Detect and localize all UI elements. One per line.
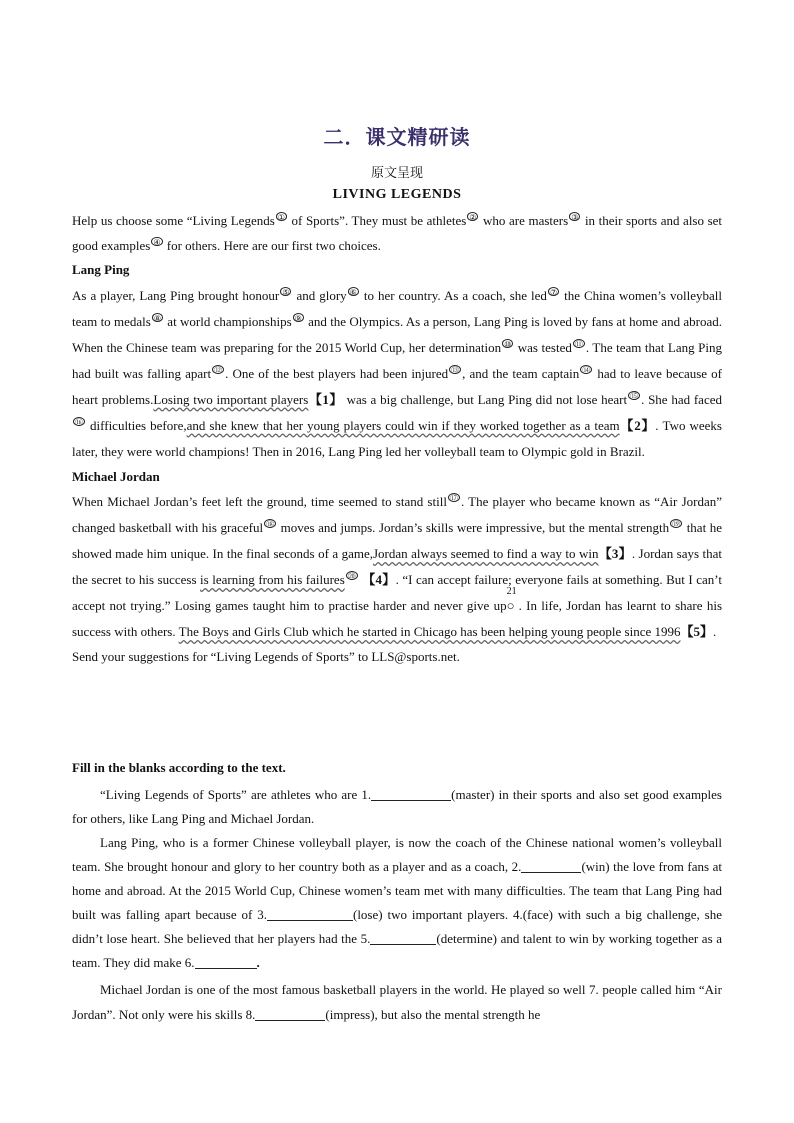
marker: ⑦ [549,287,558,297]
underlined-sentence-5: The Boys and Girls Club which he started in Chicago has been helping young people since 1996 [178,624,681,639]
intro-paragraph: Help us choose some “Living Legends ① of Sports”. They must be athletes ② who are masters ③ in their sports and also set good examples ④ for others. Here are our first two choices. [72,213,723,253]
passage-heading: LIVING LEGENDS [332,187,462,202]
section-title: 二．课文精研读 [323,125,471,149]
marker: ⑪ [574,339,583,349]
answer-blank-5[interactable] [370,931,436,945]
underlined-sentence-1: Losing two important players [153,391,309,407]
marker: ⑳ [347,572,356,581]
closing-line: Send your suggestions for “Living Legends of Sports” to LLS@sports.net. [72,649,460,664]
marker: ⑧ [153,313,161,323]
marker: ④ [153,237,161,247]
subtitle: 原文呈现 [370,166,423,181]
blank-3: 【3】 [598,546,632,561]
marker-21: 21 ○ [506,586,517,613]
exercise-paragraph-2: Lang Ping, who is a former Chinese volleyball player, is now the coach of the Chinese national women’s volleyball team. She brought honour and glory to her country both as a player and as a coach, 2. (win) the love from fans at home and abroad. At the 2015 World Cup, Chinese women’s team met with many difficulties. The team that Lang Ping had built was falling apart because of 3. (lose) two important players. 4.(face) with such a big challenge, she didn’t lose heart. She believed that her players had the 5. (determine) and talent to win by working together as a team. They did make 6. . [72,835,723,970]
exercise-paragraph-1: “Living Legends of Sports” are athletes who are 1. (master) in their sports and also set good examples for others, like Lang Ping and Michael Jordan. [72,787,722,826]
marker: ⑲ [672,520,681,529]
marker: ③ [571,213,579,222]
marker: ⑫ [214,365,223,375]
marker: ⑯ [75,417,83,427]
marker: ⑰ [449,494,458,503]
lang-ping-paragraph: As a player, Lang Ping brought honour ⑤ and glory ⑥ to her country. As a coach, she led ⑦ the China women’s volleyball team to medals ⑧ at world championships ⑨ and the Olympics. As a person, Lang Ping is loved by fans at home and abroad. When the Chinese team was preparing for the 2015 World Cup, her determination ⑩ was tested ⑪ . The team that Lang Ping had built was falling apart ⑫ . One of the best players had been injured ⑬ , and the team captain ⑭ had to leave because of heart problems.Losing two important players【1】 was a big challenge, but Lang Ping did not lose heart ⑮ . She had faced⑯ difficulties before,and she knew that her young players could win if they worked together as a team【2】. Two weeks later, they were world champions! Then in 2016, Lang Ping led her volleyball team to Olympic gold in Brazil. [72,287,723,459]
exercise-title: Fill in the blanks according to the text. [72,760,286,775]
marker: ② [469,213,477,222]
blank-2: 【2】 [619,417,656,433]
lang-ping-name: Lang Ping [72,262,130,277]
marker: ⑱ [266,520,275,529]
marker: ⑭ [582,365,591,375]
answer-blank-6[interactable] [195,955,257,969]
underlined-sentence-4: is learning from his failures [200,572,345,587]
blank-4: 【4】 [362,572,396,587]
exercise-body [72,783,722,1027]
answer-blank-1[interactable] [371,787,451,801]
answer-blank-3[interactable] [267,907,353,921]
passage-body [72,209,722,670]
answer-blank-2[interactable] [521,859,581,873]
underlined-sentence-2: and she knew that her young players could win if they worked together as a team [186,417,620,433]
blank-1: 【1】 [308,391,343,407]
michael-jordan-paragraph: When Michael Jordan’s feet left the ground, time seemed to stand still ⑰ . The player who became known as “Air Jordan” changed basketball with his graceful ⑱ moves and jumps. Jordan’s skills were impressive, but the mental strength ⑲ that he showed made him unique. In the final seconds of a game,Jordan always seemed to find a way to win【3】. Jordan says that the secret to his success is learning from his failures ⑳ 【4】. “I can accept failure; everyone fails at something. But I can’t accept not trying.” Losing games taught him to practise harder and never give up 21 ○ . In life, Jordan has learnt to share his success with others. The Boys and Girls Club which he started in Chicago has been helping young people since 1996【5】. [72,494,723,639]
marker: ① [277,213,285,222]
marker: ⑤ [282,287,290,297]
exercise-paragraph-3: Michael Jordan is one of the most famous basketball players in the world. He played so well 7. people called him “Air Jordan”. Not only were his skills 8. (impress), but also the mental strength he [72,982,722,1022]
marker: ⑩ [504,339,512,349]
marker: ⑨ [294,313,302,323]
marker: ⑮ [630,391,639,401]
answer-blank-8[interactable] [255,1007,325,1021]
michael-jordan-name: Michael Jordan [72,468,160,484]
underlined-sentence-3: Jordan always seemed to find a way to win [373,546,599,561]
blank-5: 【5】 [680,624,714,639]
marker: ⑥ [349,287,357,297]
marker: ⑬ [451,365,460,375]
